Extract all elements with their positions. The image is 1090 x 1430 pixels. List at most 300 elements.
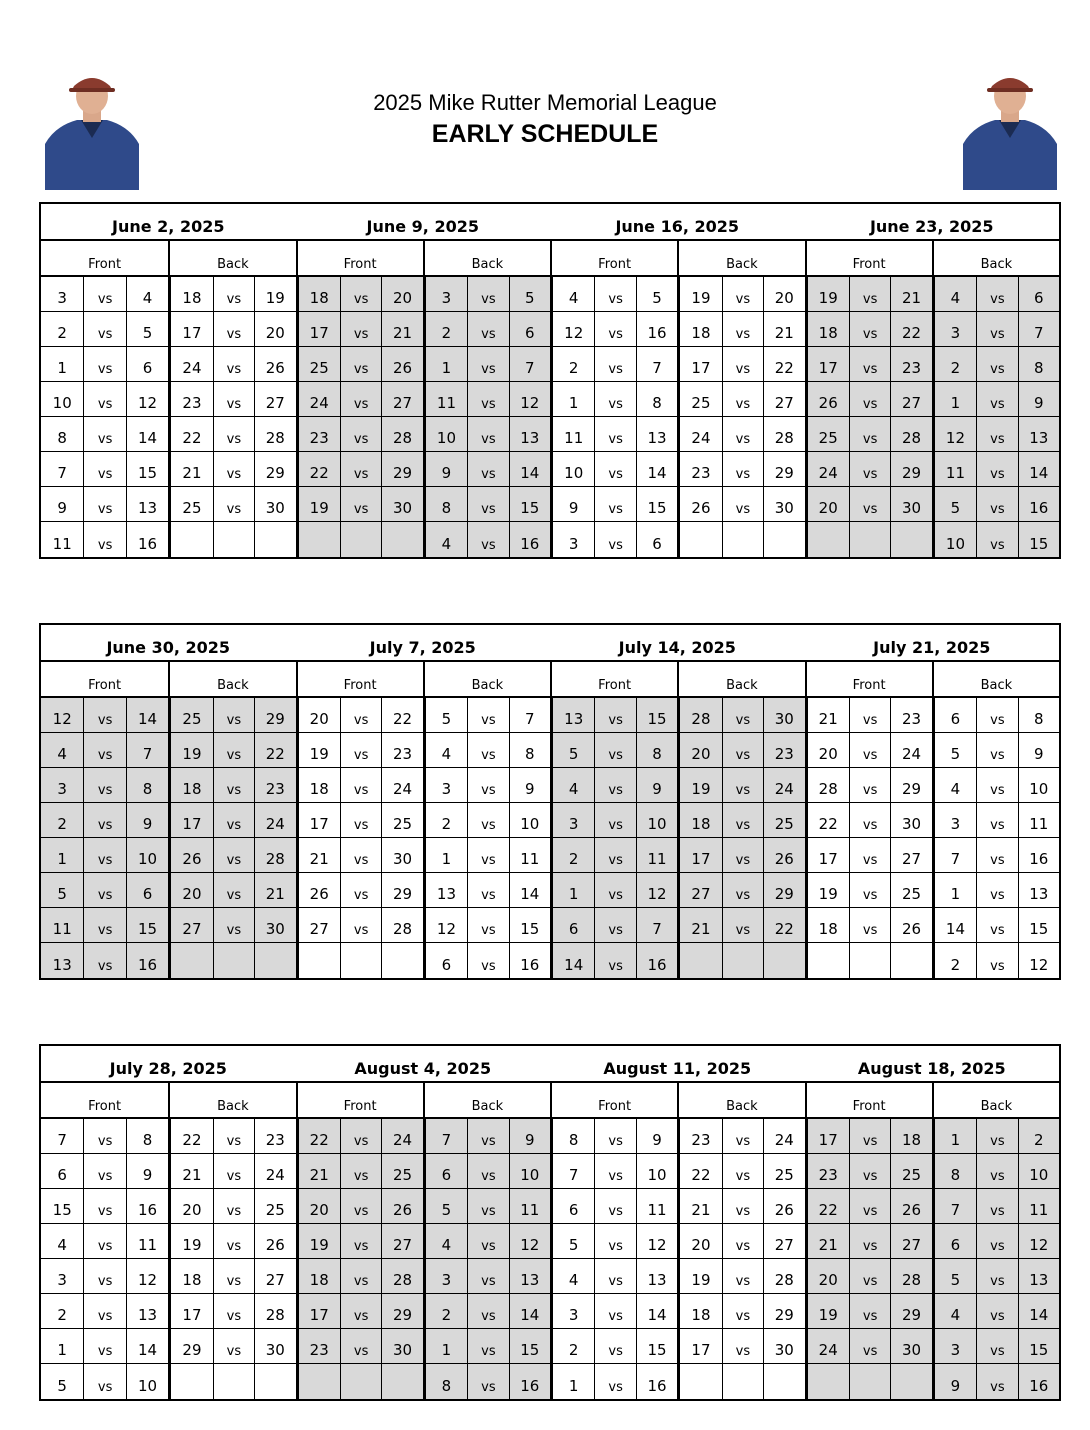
team-number: 16 (1018, 838, 1059, 873)
team-number: 7 (41, 452, 83, 487)
vs-label: vs (594, 698, 635, 733)
vs-label: vs (83, 768, 125, 803)
empty-cell (722, 943, 763, 978)
empty-cell (213, 1364, 254, 1399)
team-number: 10 (426, 417, 467, 452)
team-number: 15 (126, 452, 168, 487)
team-number: 15 (1018, 522, 1059, 557)
team-number: 5 (553, 733, 594, 768)
team-number: 21 (808, 698, 849, 733)
back-nine-matchups (168, 1119, 295, 1399)
vs-label: vs (976, 733, 1017, 768)
team-number: 10 (1018, 1154, 1059, 1189)
vs-label: vs (83, 1119, 125, 1154)
vs-label: vs (722, 487, 763, 522)
team-number: 24 (890, 733, 931, 768)
empty-cell (808, 1364, 849, 1399)
vs-label: vs (976, 382, 1017, 417)
team-number: 1 (935, 382, 976, 417)
back-nine-matchups (677, 277, 804, 557)
vs-label: vs (722, 347, 763, 382)
vs-label: vs (722, 1329, 763, 1364)
team-number: 19 (680, 768, 721, 803)
team-number: 26 (808, 382, 849, 417)
team-number: 1 (41, 1329, 83, 1364)
front-nine-matchups (805, 1119, 932, 1399)
team-number: 25 (808, 417, 849, 452)
team-number: 21 (299, 1154, 340, 1189)
vs-label: vs (467, 768, 508, 803)
front-nine-matchups (550, 698, 677, 978)
team-number: 17 (808, 347, 849, 382)
team-number: 10 (636, 1154, 677, 1189)
team-number: 5 (126, 312, 168, 347)
team-number: 17 (299, 312, 340, 347)
vs-label: vs (340, 417, 381, 452)
front-nine-label: Front (296, 1083, 423, 1117)
back-nine-matchups (423, 1119, 550, 1399)
team-number: 30 (890, 487, 931, 522)
team-number: 7 (935, 838, 976, 873)
team-number: 16 (1018, 1364, 1059, 1399)
team-number: 14 (1018, 452, 1059, 487)
vs-label: vs (594, 733, 635, 768)
vs-label: vs (467, 277, 508, 312)
team-number: 17 (680, 838, 721, 873)
vs-label: vs (594, 1224, 635, 1259)
back-nine-matchups (932, 277, 1059, 557)
team-number: 24 (808, 1329, 849, 1364)
team-number: 6 (509, 312, 550, 347)
team-number: 12 (636, 1224, 677, 1259)
vs-label: vs (594, 522, 635, 557)
front-nine-matchups (296, 277, 423, 557)
vs-label: vs (849, 1189, 890, 1224)
vs-label: vs (213, 838, 254, 873)
vs-label: vs (594, 908, 635, 943)
team-number: 22 (890, 312, 931, 347)
team-number: 10 (509, 803, 550, 838)
team-number: 3 (935, 1329, 976, 1364)
team-number: 19 (171, 733, 212, 768)
team-number: 17 (808, 838, 849, 873)
team-number: 18 (299, 1259, 340, 1294)
vs-label: vs (594, 382, 635, 417)
team-number: 12 (509, 382, 550, 417)
team-number: 14 (509, 873, 550, 908)
team-number: 3 (553, 803, 594, 838)
team-number: 28 (763, 417, 804, 452)
front-nine-label: Front (805, 662, 932, 696)
team-number: 11 (1018, 803, 1059, 838)
team-number: 29 (890, 452, 931, 487)
vs-label: vs (83, 522, 125, 557)
team-number: 3 (568, 535, 579, 553)
team-number: 29 (890, 1294, 931, 1329)
team-number: 11 (935, 452, 976, 487)
team-number: 22 (680, 1154, 721, 1189)
team-number: 18 (171, 277, 212, 312)
team-number: 6 (1018, 277, 1059, 312)
team-number: 8 (126, 768, 168, 803)
team-number: 29 (890, 768, 931, 803)
vs-label: vs (340, 347, 381, 382)
team-number: 3 (41, 768, 83, 803)
team-number: 8 (636, 733, 677, 768)
vs-label: vs (340, 1189, 381, 1224)
team-number: 22 (808, 803, 849, 838)
team-number: 17 (171, 803, 212, 838)
team-number: 6 (126, 873, 168, 908)
team-number: 17 (680, 1329, 721, 1364)
team-number: 28 (808, 768, 849, 803)
team-number: 23 (680, 1119, 721, 1154)
schedule-block (39, 1044, 1061, 1401)
team-number: 18 (299, 768, 340, 803)
league-title: 2025 Mike Rutter Memorial League (373, 90, 717, 115)
empty-cell (171, 522, 212, 557)
front-nine-matchups (296, 698, 423, 978)
team-number: 12 (553, 312, 594, 347)
vs-label: vs (340, 803, 381, 838)
team-number: 13 (509, 417, 550, 452)
team-number: 30 (254, 487, 295, 522)
team-number: 15 (636, 487, 677, 522)
vs-label: vs (83, 452, 125, 487)
team-number: 16 (126, 1189, 168, 1224)
team-number: 19 (299, 487, 340, 522)
week-date: June 16, 2025 (615, 217, 740, 236)
team-number: 6 (553, 908, 594, 943)
vs-label: vs (849, 1119, 890, 1154)
vs-label: vs (849, 347, 890, 382)
vs-label: vs (976, 1364, 1017, 1399)
vs-label: vs (722, 733, 763, 768)
front-nine-label: Front (88, 257, 122, 272)
team-number: 13 (636, 1259, 677, 1294)
vs-label: vs (213, 452, 254, 487)
empty-cell (171, 943, 212, 978)
vs-label: vs (849, 1329, 890, 1364)
team-number: 4 (553, 1259, 594, 1294)
vs-label: vs (467, 452, 508, 487)
empty-cell (680, 1364, 721, 1399)
team-number: 27 (890, 838, 931, 873)
team-number: 12 (41, 698, 83, 733)
front-nine-matchups (41, 698, 168, 978)
team-number: 9 (126, 803, 168, 838)
vs-label: vs (340, 1154, 381, 1189)
team-number: 10 (126, 838, 168, 873)
vs-label: vs (849, 452, 890, 487)
front-nine-label: Front (550, 241, 677, 275)
team-number: 26 (680, 487, 721, 522)
team-number: 16 (126, 522, 168, 557)
team-number: 11 (509, 1189, 550, 1224)
front-nine-matchups (41, 1119, 168, 1399)
team-number: 7 (426, 1119, 467, 1154)
vs-label: vs (213, 1224, 254, 1259)
empty-cell (890, 1364, 931, 1399)
team-number: 4 (41, 1224, 83, 1259)
vs-label: vs (976, 452, 1017, 487)
team-number: 18 (680, 312, 721, 347)
team-number: 6 (636, 522, 677, 557)
team-number: 24 (381, 768, 422, 803)
vs-label: vs (722, 698, 763, 733)
team-number: 12 (126, 1259, 168, 1294)
back-nine-label: Back (932, 241, 1059, 275)
team-number: 9 (1018, 733, 1059, 768)
vs-label: vs (467, 347, 508, 382)
team-number: 26 (763, 838, 804, 873)
team-number: 27 (381, 382, 422, 417)
vs-label: vs (849, 733, 890, 768)
vs-label: vs (213, 1189, 254, 1224)
empty-cell (299, 522, 340, 557)
team-number: 9 (509, 768, 550, 803)
vs-label: vs (722, 417, 763, 452)
empty-cell (722, 1364, 763, 1399)
team-number: 20 (381, 277, 422, 312)
team-number: 29 (763, 873, 804, 908)
team-number: 6 (41, 1154, 83, 1189)
vs-label: vs (722, 1294, 763, 1329)
front-nine-label: Front (805, 241, 932, 275)
week-date: July 21, 2025 (873, 638, 991, 657)
vs-label: vs (976, 1224, 1017, 1259)
team-number: 24 (763, 1119, 804, 1154)
empty-cell (808, 943, 849, 978)
empty-cell (849, 522, 890, 557)
week-date: August 18, 2025 (857, 1059, 1006, 1078)
vs-label: vs (594, 803, 635, 838)
team-number: 4 (41, 733, 83, 768)
vs-label: vs (467, 838, 508, 873)
team-number: 2 (426, 312, 467, 347)
vs-label: vs (722, 838, 763, 873)
team-number: 18 (890, 1119, 931, 1154)
matchup-grid (41, 1119, 1059, 1399)
vs-label: vs (849, 698, 890, 733)
empty-cell (254, 522, 295, 557)
team-number: 17 (171, 312, 212, 347)
vs-label: vs (849, 417, 890, 452)
team-number: 14 (564, 956, 584, 974)
team-number: 27 (763, 382, 804, 417)
week-date: June 2, 2025 (112, 217, 225, 236)
team-number: 10 (945, 535, 965, 553)
team-number: 13 (426, 873, 467, 908)
front-nine-label: Front (805, 1083, 932, 1117)
team-number: 7 (509, 347, 550, 382)
team-number: 2 (553, 1329, 594, 1364)
team-number: 24 (254, 803, 295, 838)
empty-cell (340, 522, 381, 557)
team-number: 5 (426, 1189, 467, 1224)
empty-cell (213, 522, 254, 557)
vs-label: vs (340, 908, 381, 943)
front-nine-label: Front (88, 1099, 122, 1114)
team-number: 4 (441, 535, 452, 553)
vs-label: vs (340, 1119, 381, 1154)
team-number: 9 (636, 768, 677, 803)
vs-label: vs (594, 1294, 635, 1329)
vs-label: vs (976, 838, 1017, 873)
team-number: 22 (381, 698, 422, 733)
golfer-photo-left (45, 72, 139, 190)
vs-label: vs (213, 1154, 254, 1189)
vs-label: vs (83, 1294, 125, 1329)
back-nine-label: Back (168, 1083, 295, 1117)
team-number: 28 (381, 908, 422, 943)
vs-label: vs (594, 452, 635, 487)
vs-label: vs (849, 1154, 890, 1189)
team-number: 21 (299, 838, 340, 873)
team-number: 5 (935, 733, 976, 768)
team-number: 12 (1018, 943, 1059, 978)
team-number: 5 (935, 487, 976, 522)
team-number: 30 (381, 838, 422, 873)
vs-label: vs (467, 312, 508, 347)
vs-label: vs (594, 873, 635, 908)
team-number: 18 (808, 312, 849, 347)
schedule-block (39, 623, 1061, 980)
team-number: 24 (254, 1154, 295, 1189)
team-number: 25 (171, 487, 212, 522)
team-number: 2 (553, 347, 594, 382)
team-number: 29 (763, 1294, 804, 1329)
vs-label: vs (213, 347, 254, 382)
team-number: 1 (41, 838, 83, 873)
vs-label: vs (83, 908, 125, 943)
vs-label: vs (849, 768, 890, 803)
vs-label: vs (594, 277, 635, 312)
vs-label: vs (340, 768, 381, 803)
team-number: 23 (381, 733, 422, 768)
back-nine-label: Back (423, 1083, 550, 1117)
team-number: 6 (553, 1189, 594, 1224)
team-number: 8 (41, 417, 83, 452)
team-number: 13 (553, 698, 594, 733)
team-number: 17 (808, 1119, 849, 1154)
team-number: 10 (41, 382, 83, 417)
vs-label: vs (340, 733, 381, 768)
team-number: 23 (890, 347, 931, 382)
vs-label: vs (213, 698, 254, 733)
team-number: 13 (636, 417, 677, 452)
team-number: 23 (254, 1119, 295, 1154)
vs-label: vs (83, 1259, 125, 1294)
team-number: 4 (935, 277, 976, 312)
team-number: 14 (935, 908, 976, 943)
vs-label: vs (594, 1189, 635, 1224)
team-number: 4 (426, 733, 467, 768)
team-number: 9 (1018, 382, 1059, 417)
week-date: June 23, 2025 (869, 217, 994, 236)
front-nine-matchups (550, 277, 677, 557)
team-number: 11 (52, 535, 72, 553)
empty-cell (722, 522, 763, 557)
vs-label: vs (722, 768, 763, 803)
team-number: 17 (299, 1294, 340, 1329)
team-number: 27 (381, 1224, 422, 1259)
team-number: 6 (441, 956, 452, 974)
vs-label: vs (722, 382, 763, 417)
team-number: 15 (509, 1329, 550, 1364)
team-number: 12 (426, 908, 467, 943)
team-number: 18 (680, 803, 721, 838)
vs-label: vs (722, 908, 763, 943)
vs-label: vs (849, 1294, 890, 1329)
team-number: 16 (509, 943, 550, 978)
team-number: 23 (680, 452, 721, 487)
team-number: 23 (171, 382, 212, 417)
back-nine-label: Back (677, 1083, 804, 1117)
team-number: 8 (636, 382, 677, 417)
team-number: 23 (808, 1154, 849, 1189)
front-nine-label: Front (550, 662, 677, 696)
team-number: 28 (254, 1294, 295, 1329)
team-number: 14 (1018, 1294, 1059, 1329)
vs-label: vs (849, 487, 890, 522)
empty-cell (381, 943, 422, 978)
team-number: 30 (381, 487, 422, 522)
team-number: 25 (381, 1154, 422, 1189)
vs-label: vs (213, 277, 254, 312)
team-number: 11 (41, 908, 83, 943)
vs-label: vs (213, 908, 254, 943)
team-number: 5 (426, 698, 467, 733)
empty-cell (254, 943, 295, 978)
team-number: 24 (299, 382, 340, 417)
team-number: 7 (41, 1119, 83, 1154)
vs-label: vs (722, 803, 763, 838)
team-number: 1 (553, 873, 594, 908)
vs-label: vs (340, 487, 381, 522)
team-number: 8 (1018, 347, 1059, 382)
vs-label: vs (213, 1259, 254, 1294)
team-number: 28 (890, 1259, 931, 1294)
vs-label: vs (467, 943, 508, 978)
vs-label: vs (467, 698, 508, 733)
back-nine-matchups (677, 1119, 804, 1399)
team-number: 2 (950, 956, 961, 974)
team-number: 15 (1018, 908, 1059, 943)
team-number: 25 (890, 1154, 931, 1189)
vs-label: vs (340, 873, 381, 908)
vs-label: vs (467, 1224, 508, 1259)
team-number: 7 (636, 908, 677, 943)
team-number: 21 (381, 312, 422, 347)
team-number: 20 (808, 733, 849, 768)
team-number: 9 (126, 1154, 168, 1189)
team-number: 19 (808, 1294, 849, 1329)
week-date: July 7, 2025 (369, 638, 476, 657)
week-date: July 28, 2025 (109, 1059, 227, 1078)
vs-label: vs (849, 1259, 890, 1294)
team-number: 21 (680, 1189, 721, 1224)
team-number: 19 (808, 873, 849, 908)
team-number: 2 (41, 1294, 83, 1329)
vs-label: vs (83, 803, 125, 838)
team-number: 27 (254, 1259, 295, 1294)
vs-label: vs (467, 1119, 508, 1154)
vs-label: vs (849, 277, 890, 312)
team-number: 26 (381, 347, 422, 382)
team-number: 30 (254, 1329, 295, 1364)
team-number: 12 (935, 417, 976, 452)
